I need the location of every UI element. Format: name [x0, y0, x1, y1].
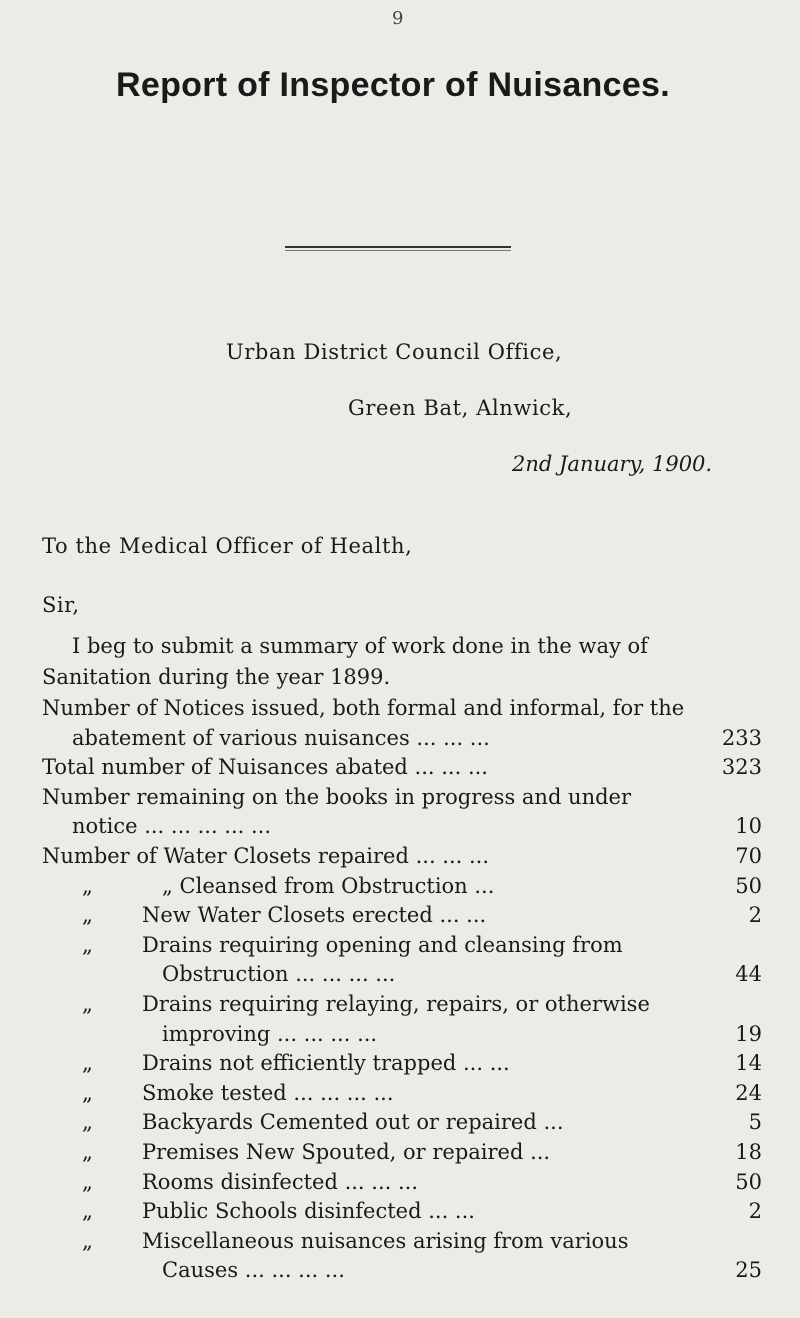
- ditto-mark: „: [82, 932, 93, 957]
- item-text: Backyards Cemented out or repaired ...: [142, 1110, 564, 1135]
- item-value: 2: [748, 903, 762, 928]
- list-item: [42, 753, 762, 783]
- item-text: Drains not efficiently trapped ... ...: [142, 1051, 510, 1076]
- item-text: Rooms disinfected ... ... ...: [142, 1169, 419, 1194]
- item-text-cont: Obstruction ... ... ... ...: [162, 962, 396, 987]
- intro-line-2: Sanitation during the year 1899.: [42, 665, 391, 689]
- ditto-mark: „: [82, 1199, 93, 1224]
- list-item: [42, 1138, 762, 1168]
- list-item: [42, 1049, 762, 1079]
- item-text-cont: improving ... ... ... ...: [162, 1021, 378, 1046]
- ditto-mark: „: [82, 1110, 93, 1135]
- item-text: Number of Notices issued, both formal and informal, for the: [42, 696, 685, 720]
- item-text-cont: notice ... ... ... ... ...: [72, 814, 272, 839]
- ditto-mark: „: [82, 1080, 93, 1105]
- item-value: 323: [721, 755, 762, 780]
- list-item: [42, 1079, 762, 1109]
- item-text: Smoke tested ... ... ... ...: [142, 1080, 394, 1105]
- item-value: 14: [735, 1051, 762, 1076]
- item-value: 44: [735, 962, 762, 987]
- item-text: „ Cleansed from Obstruction ...: [162, 873, 495, 898]
- item-value: 10: [735, 814, 762, 839]
- item-text: Miscellaneous nuisances arising from various: [142, 1228, 629, 1253]
- item-value: 19: [735, 1021, 762, 1046]
- item-text: Drains requiring relaying, repairs, or otherwise: [142, 991, 650, 1016]
- list-item: [42, 1227, 762, 1257]
- ditto-mark: „: [82, 1228, 93, 1253]
- item-value: 233: [721, 725, 762, 750]
- item-value: 50: [735, 1169, 762, 1194]
- item-text: Number of Water Closets repaired ... ... ...: [42, 843, 490, 868]
- heading-rule: [285, 246, 511, 248]
- summary-list: [42, 694, 762, 1286]
- address-street: Green Bat, Alnwick,: [348, 396, 573, 420]
- list-item: [42, 1197, 762, 1227]
- item-value: 5: [748, 1110, 762, 1135]
- salutation: Sir,: [42, 593, 80, 617]
- item-text: Drains requiring opening and cleansing from: [142, 932, 623, 957]
- item-text-cont: Causes ... ... ... ...: [162, 1258, 345, 1283]
- ditto-mark: „: [82, 873, 93, 898]
- intro-line-1: I beg to submit a summary of work done in the way of: [72, 634, 648, 658]
- item-text: Public Schools disinfected ... ...: [142, 1199, 475, 1224]
- list-item: [42, 1020, 762, 1050]
- list-item: [42, 901, 762, 931]
- list-item: [42, 694, 762, 724]
- list-item: [42, 1256, 762, 1286]
- ditto-mark: „: [82, 903, 93, 928]
- item-text: Total number of Nuisances abated ... ... ...: [42, 755, 488, 780]
- item-value: 2: [748, 1199, 762, 1224]
- list-item: [42, 1168, 762, 1198]
- item-text-cont: abatement of various nuisances ... ... ...: [72, 725, 490, 750]
- list-item: [42, 724, 762, 754]
- address-office: Urban District Council Office,: [226, 340, 563, 364]
- ditto-mark: „: [82, 1051, 93, 1076]
- page-number: 9: [392, 8, 404, 29]
- item-text: New Water Closets erected ... ...: [142, 903, 487, 928]
- list-item: [42, 1108, 762, 1138]
- list-item: [42, 960, 762, 990]
- letter-date: 2nd January, 1900.: [512, 452, 713, 476]
- ditto-mark: „: [82, 991, 93, 1016]
- item-value: 25: [735, 1258, 762, 1283]
- intro-paragraph: [42, 631, 762, 693]
- item-text: Number remaining on the books in progress and under: [42, 784, 632, 809]
- report-heading: Report of Inspector of Nuisances.: [116, 66, 670, 104]
- item-value: 18: [735, 1139, 762, 1164]
- ditto-mark: „: [82, 1169, 93, 1194]
- addressee: To the Medical Officer of Health,: [42, 534, 413, 558]
- list-item: [42, 990, 762, 1020]
- ditto-mark: „: [82, 1139, 93, 1164]
- list-item: [42, 783, 762, 813]
- item-value: 50: [735, 873, 762, 898]
- list-item: [42, 842, 762, 872]
- item-value: 70: [735, 843, 762, 868]
- list-item: [42, 872, 762, 902]
- list-item: [42, 812, 762, 842]
- item-text: Premises New Spouted, or repaired ...: [142, 1139, 551, 1164]
- list-item: [42, 931, 762, 961]
- item-value: 24: [735, 1080, 762, 1105]
